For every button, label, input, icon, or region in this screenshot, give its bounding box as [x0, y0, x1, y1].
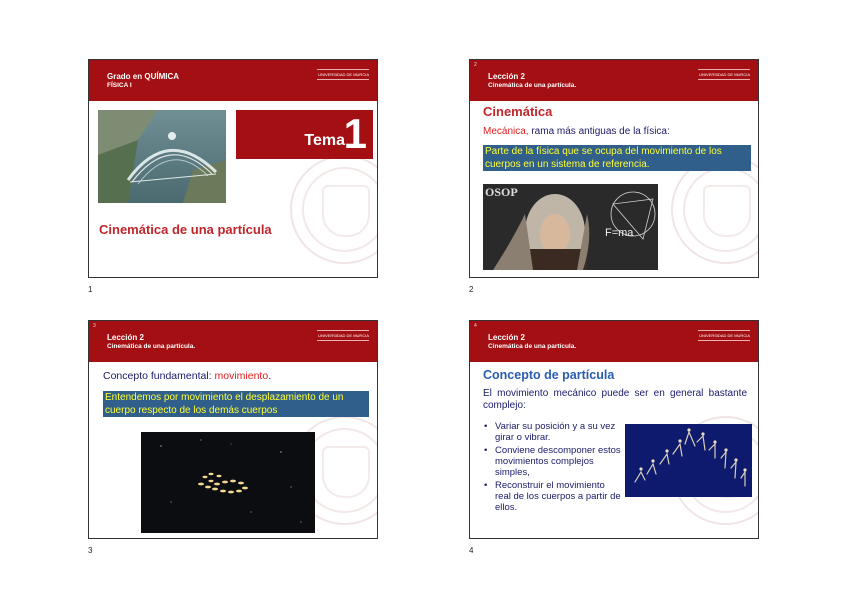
fountain-photo: [98, 110, 226, 203]
slide-corner-number: 3: [93, 323, 96, 329]
banner-subtitle: Cinemática de una partícula.: [488, 82, 577, 89]
tema-box: [236, 110, 373, 159]
university-seal-watermark: [290, 155, 378, 264]
slide-banner: [89, 60, 377, 101]
slide-2[interactable]: [469, 59, 759, 278]
slide-banner: [89, 321, 377, 362]
image-text-osop: OSOP: [485, 185, 518, 199]
page-number: 3: [88, 546, 93, 555]
concept-keyword: movimiento: [214, 370, 269, 382]
slide-3[interactable]: [88, 320, 378, 539]
slide-heading: Concepto de partícula: [483, 368, 615, 382]
concept-prefix: Concepto fundamental:: [103, 370, 215, 382]
concept-suffix: .: [268, 370, 272, 382]
stroboscopic-jump: [625, 424, 752, 497]
slide-corner-number: 4: [474, 323, 477, 329]
banner-subtitle: Cinemática de una partícula.: [488, 343, 577, 350]
banner-title: Lección 2: [488, 72, 525, 81]
slide-title: Cinemática de una partícula: [99, 222, 272, 237]
page-number: 4: [469, 546, 474, 555]
intro-paragraph: El movimiento mecánico puede ser en general bastante complejo:: [483, 388, 747, 411]
banner-title: Lección 2: [107, 333, 144, 342]
university-logo: UNIVERSIDAD DE MURCIA: [698, 69, 750, 80]
definition-highlight: Parte de la física que se ocupa del movimiento de los cuerpos en un sistema de referencia.: [483, 145, 751, 171]
banner-subtitle: FÍSICA I: [107, 82, 132, 89]
university-logo: UNIVERSIDAD DE MURCIA: [698, 330, 750, 341]
bullet-item: • Variar su posición y a su vez girar o vibrar.: [483, 421, 621, 443]
bullet-list: [483, 421, 621, 515]
definition-highlight: Entendemos por movimiento el desplazamiento de un cuerpo respecto de los demás cuerpos: [103, 391, 369, 417]
bullet-item: • Conviene descomponer estos movimientos complejos simples,: [483, 445, 621, 478]
slide-1[interactable]: [88, 59, 378, 278]
long-exposure-lights: [141, 432, 315, 533]
newton-portrait: [483, 184, 658, 270]
concept-line: [103, 370, 271, 382]
slide-4[interactable]: [469, 320, 759, 539]
university-logo: UNIVERSIDAD DE MURCIA: [317, 69, 369, 80]
university-seal-watermark: [671, 155, 759, 264]
intro-keyword: Mecánica,: [483, 126, 529, 137]
slide-banner: [470, 321, 758, 362]
intro-line: [483, 126, 670, 137]
page-number: 2: [469, 285, 474, 294]
slide-corner-number: 2: [474, 62, 477, 68]
banner-subtitle: Cinemática de una partícula.: [107, 343, 196, 350]
slide-heading: Cinemática: [483, 104, 553, 119]
banner-title: Grado en QUÍMICA: [107, 72, 180, 81]
page-number: 1: [88, 285, 93, 294]
image-text-formula: F=ma: [605, 227, 634, 239]
intro-rest: rama más antiguas de la física:: [528, 126, 670, 137]
bullet-item: • Reconstruir el movimiento real de los cuerpos a partir de ellos.: [483, 480, 621, 513]
university-logo: UNIVERSIDAD DE MURCIA: [317, 330, 369, 341]
slide-banner: [470, 60, 758, 101]
tema-number: 1: [343, 110, 367, 157]
banner-title: Lección 2: [488, 333, 525, 342]
tema-label: Tema: [304, 132, 345, 149]
